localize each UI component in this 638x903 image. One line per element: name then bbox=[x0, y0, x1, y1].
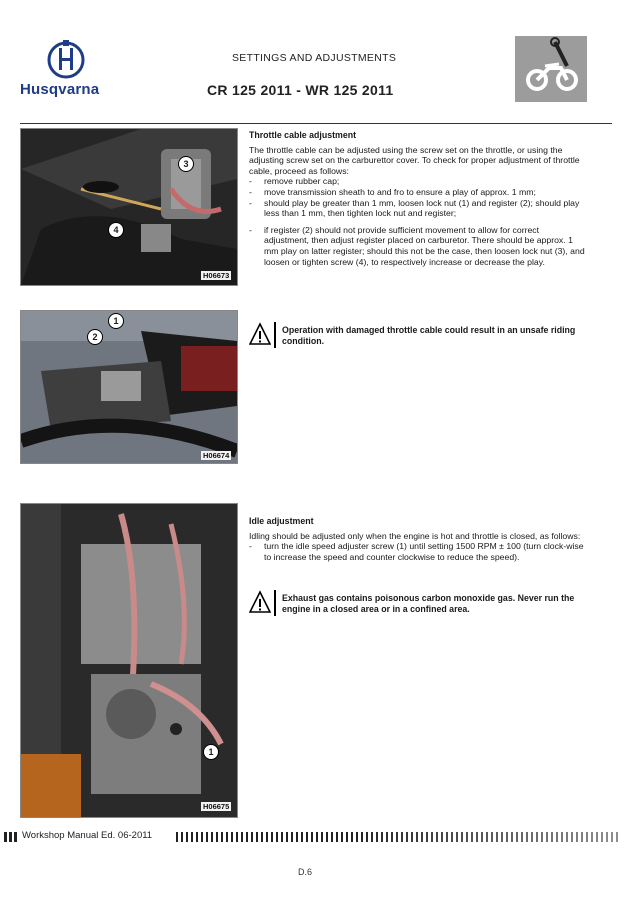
section-title: SETTINGS AND ADJUSTMENTS bbox=[232, 52, 397, 64]
list-item: - turn the idle speed adjuster screw (1) until setting 1500 RPM ± 100 (turn clock-wise to increase the speed and counter clockwise to reduce the speed). bbox=[249, 541, 584, 562]
footer-bars-left bbox=[4, 832, 20, 842]
figure-code: H06674 bbox=[203, 451, 230, 460]
motorcycle-wrench-icon bbox=[515, 36, 587, 102]
section-pictogram bbox=[515, 36, 587, 102]
photo-idle-screw bbox=[20, 503, 238, 818]
list-item: - move transmission sheath to and fro to ensure a play of approx. 1 mm; bbox=[249, 186, 536, 197]
page-number: D.6 bbox=[298, 867, 313, 877]
figure-callout: 1 bbox=[203, 744, 219, 760]
photo-throttle-carburettor bbox=[20, 128, 238, 286]
husqvarna-crown-icon bbox=[46, 38, 86, 80]
list-item: - if register (2) should not provide sufficient movement to allow for correct adjustment, then adjust register placed on carburetor. There should be approx. 1 mm play on latter register; should this not be the case, then loosen lock nut (3), and loosen or tighten screw (4), to respectively increase or decrease the play. bbox=[249, 224, 585, 267]
warning-text: Operation with damaged throttle cable could result in an unsafe riding condition. bbox=[282, 325, 576, 346]
figure-code: H06673 bbox=[203, 271, 230, 280]
warning-text: Exhaust gas contains poisonous carbon monoxide gas. Never run the engine in a closed area or in a confined area. bbox=[282, 593, 575, 614]
idle-section bbox=[249, 516, 585, 562]
warning-triangle-icon bbox=[249, 322, 271, 346]
figure-code: H06675 bbox=[203, 802, 230, 811]
brand-name: Husqvarna bbox=[20, 81, 100, 98]
idle-title: Idle adjustment bbox=[249, 516, 314, 526]
brand-logo bbox=[20, 38, 120, 98]
idle-intro: Idling should be adjusted only when the engine is hot and throttle is closed, as follows: bbox=[249, 530, 581, 541]
throttle-section bbox=[249, 130, 585, 267]
warning-triangle-icon bbox=[249, 590, 271, 614]
footer-bars-right bbox=[176, 832, 621, 842]
figure-callout: 1 bbox=[108, 313, 124, 329]
model-title: CR 125 2011 - WR 125 2011 bbox=[207, 82, 394, 98]
throttle-intro: The throttle cable can be adjusted using the screw set on the throttle, or using the adjusting screw set on the carburettor cover. To check for proper adjustment of throttle cable, proceed as follows: bbox=[249, 144, 580, 176]
figure-callout: 4 bbox=[108, 222, 124, 238]
figure-callout: 3 bbox=[178, 156, 194, 172]
photo-throttle-grip bbox=[20, 310, 238, 464]
list-item: - should play be greater than 1 mm, loosen lock nut (1) and register (2); should play less than 1 mm, then tighten lock nut and register; bbox=[249, 197, 580, 219]
throttle-title: Throttle cable adjustment bbox=[249, 130, 357, 140]
list-item: - remove rubber cap; bbox=[249, 176, 340, 187]
footer-manual-edition: Workshop Manual Ed. 06-2011 bbox=[22, 830, 153, 841]
figure-callout: 2 bbox=[87, 329, 103, 345]
header-rule bbox=[20, 123, 612, 124]
